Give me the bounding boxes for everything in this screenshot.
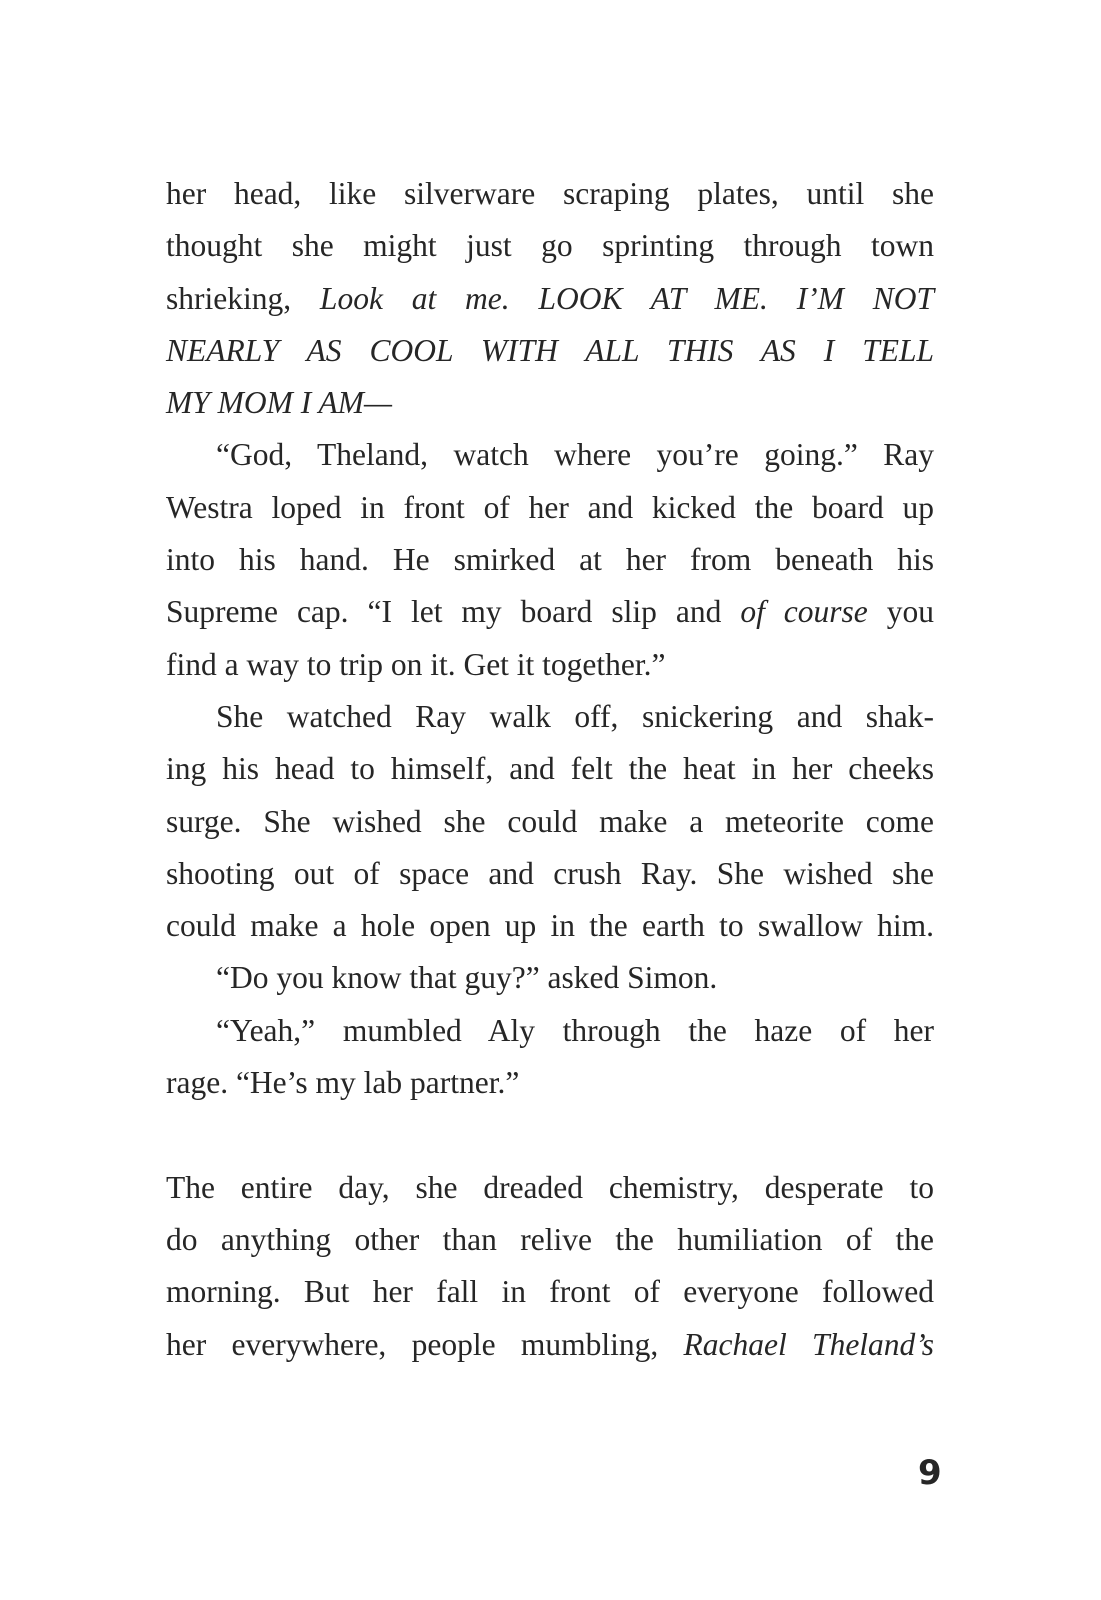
italic-text: MY MOM I AM— [166, 385, 393, 421]
text-line: “Yeah,” mumbled Aly through the haze of her [216, 1012, 934, 1048]
body-text [166, 168, 934, 1371]
text-line: shrieking, Look at me. LOOK AT ME. I’M NOT [166, 280, 934, 316]
text-line: morning. But her fall in front of everyone followed [166, 1274, 934, 1310]
page-number: 9 [918, 1453, 942, 1493]
text-line: find a way to trip on it. Get it together.” [166, 646, 666, 682]
text-line: rage. “He’s my lab partner.” [166, 1065, 520, 1101]
text-line: surge. She wished she could make a meteorite come [166, 803, 934, 839]
text-line [166, 377, 934, 429]
text-line: into his hand. He smirked at her from beneath his [166, 542, 934, 578]
text-line: her head, like silverware scraping plates, until she [166, 176, 934, 211]
text-line: could make a hole open up in the earth to swallow him. [166, 908, 934, 944]
text-line: thought she might just go sprinting through town [166, 228, 934, 264]
section-break [166, 1109, 934, 1161]
text-line: do anything other than relive the humiliation of the [166, 1221, 934, 1257]
text-line: She watched Ray walk off, snickering and shak- [216, 698, 934, 734]
italic-text: of course [740, 594, 868, 630]
italic-text: NEARLY AS COOL WITH ALL THIS AS I TELL [166, 332, 934, 368]
text-line: “God, Theland, watch where you’re going.” Ray [216, 437, 934, 473]
text-line: shooting out of space and crush Ray. She wished she [166, 855, 934, 891]
text-line: Westra loped in front of her and kicked the board up [166, 489, 934, 525]
text-line: “Do you know that guy?” asked Simon. [216, 960, 718, 996]
text-line [166, 325, 934, 377]
text-line: ing his head to himself, and felt the heat in her cheeks [166, 751, 934, 787]
text-line: The entire day, she dreaded chemistry, desperate to [166, 1169, 934, 1205]
text-line: her everywhere, people mumbling, Rachael Theland’s [166, 1326, 934, 1362]
italic-text: Look at me. LOOK AT ME. I’M NOT [319, 280, 934, 316]
text-line: Supreme cap. “I let my board slip and of course you [166, 594, 935, 630]
italic-text: Rachael Theland’s [683, 1326, 934, 1362]
